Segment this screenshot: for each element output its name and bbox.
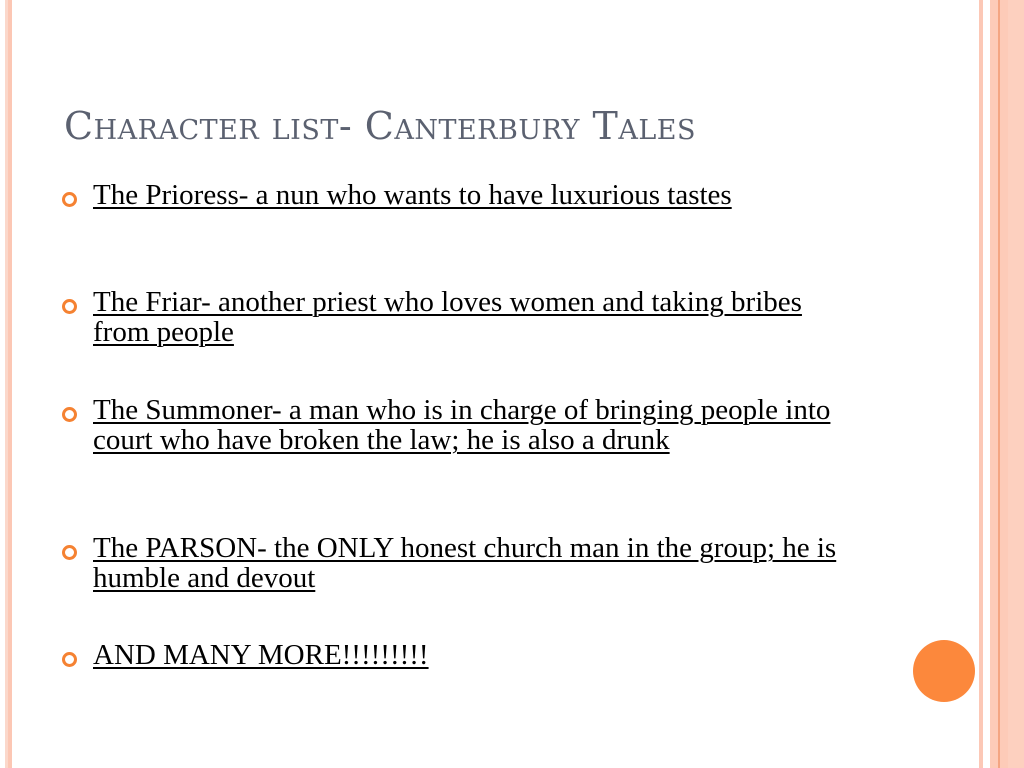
decorative-circle-icon — [913, 640, 975, 702]
list-item — [62, 640, 822, 670]
character-link-summoner[interactable]: The Summoner- a man who is in charge of bringing people into court who have broken the law; he is also a drunk — [93, 394, 831, 456]
many-more-link[interactable]: AND MANY MORE!!!!!!!!! — [93, 639, 429, 671]
character-link-friar[interactable]: The Friar- another priest who loves women and taking bribes from people — [93, 286, 802, 348]
hollow-circle-bullet-icon — [62, 192, 77, 207]
hollow-circle-bullet-icon — [62, 407, 77, 422]
hollow-circle-bullet-icon — [62, 545, 77, 560]
hollow-circle-bullet-icon — [62, 652, 77, 667]
character-link-parson[interactable]: The PARSON- the ONLY honest church man in the group; he is humble and devout — [93, 532, 837, 594]
right-border-band-inner — [1008, 0, 1024, 768]
right-border-stripe — [979, 0, 983, 768]
hollow-circle-bullet-icon — [62, 299, 77, 314]
list-item — [62, 180, 822, 210]
list-item — [62, 533, 852, 593]
slide-title: Character list- Canterbury Tales — [64, 104, 696, 148]
list-item — [62, 395, 862, 455]
list-item — [62, 287, 802, 347]
right-border-line — [998, 0, 1000, 768]
left-border-stripe — [8, 0, 12, 768]
character-link-prioress[interactable]: The Prioress- a nun who wants to have luxurious tastes — [93, 179, 732, 211]
